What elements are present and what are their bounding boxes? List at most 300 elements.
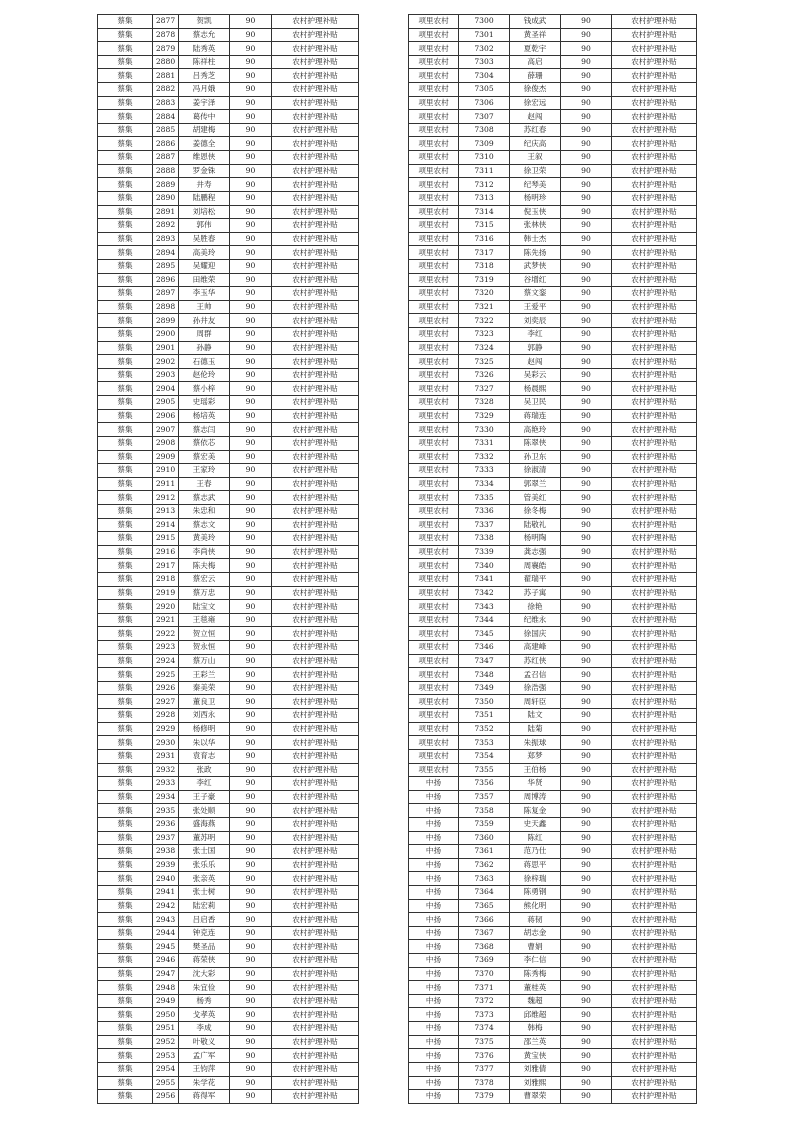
- village-cell: 蔡集: [98, 641, 153, 655]
- serial-number-cell: 7324: [459, 341, 510, 355]
- amount-cell: 90: [561, 641, 612, 655]
- name-cell: 张林侠: [510, 219, 561, 233]
- table-row: [409, 886, 697, 900]
- village-cell: 蔡集: [98, 300, 153, 314]
- table-row: [409, 845, 697, 859]
- name-cell: 张亲英: [179, 872, 230, 886]
- serial-number-cell: 2906: [153, 409, 179, 423]
- village-cell: 蔡集: [98, 205, 153, 219]
- table-row: [409, 300, 697, 314]
- name-cell: 胡建梅: [179, 123, 230, 137]
- table-row: [98, 219, 359, 233]
- village-cell: 中扬: [409, 831, 459, 845]
- village-cell: 蔡集: [98, 477, 153, 491]
- name-cell: 徐艳: [510, 600, 561, 614]
- amount-cell: 90: [230, 15, 272, 29]
- village-cell: 蔡集: [98, 845, 153, 859]
- subsidy-type-cell: 农村护理补贴: [272, 790, 359, 804]
- amount-cell: 90: [561, 42, 612, 56]
- subsidy-type-cell: 农村护理补贴: [272, 695, 359, 709]
- amount-cell: 90: [561, 586, 612, 600]
- amount-cell: 90: [561, 1035, 612, 1049]
- amount-cell: 90: [230, 709, 272, 723]
- table-row: [409, 341, 697, 355]
- subsidy-type-cell: 农村护理补贴: [612, 586, 697, 600]
- amount-cell: 90: [230, 545, 272, 559]
- subsidy-type-cell: 农村护理补贴: [272, 1090, 359, 1104]
- table-row: [409, 967, 697, 981]
- amount-cell: 90: [561, 436, 612, 450]
- name-cell: 纪琴美: [510, 178, 561, 192]
- amount-cell: 90: [230, 164, 272, 178]
- name-cell: 刘雅倩: [510, 1062, 561, 1076]
- amount-cell: 90: [561, 246, 612, 260]
- amount-cell: 90: [230, 110, 272, 124]
- name-cell: 贺立恒: [179, 627, 230, 641]
- serial-number-cell: 7322: [459, 314, 510, 328]
- amount-cell: 90: [561, 328, 612, 342]
- amount-cell: 90: [230, 695, 272, 709]
- village-cell: 项里农村: [409, 504, 459, 518]
- serial-number-cell: 7366: [459, 913, 510, 927]
- village-cell: 中扬: [409, 1022, 459, 1036]
- subsidy-type-cell: 农村护理补贴: [272, 845, 359, 859]
- village-cell: 蔡集: [98, 178, 153, 192]
- table-row: [98, 817, 359, 831]
- subsidy-type-cell: 农村护理补贴: [612, 28, 697, 42]
- amount-cell: 90: [561, 790, 612, 804]
- village-cell: 蔡集: [98, 42, 153, 56]
- table-row: [409, 1090, 697, 1104]
- table-row: [409, 831, 697, 845]
- village-cell: 项里农村: [409, 55, 459, 69]
- name-cell: 蔡宏云: [179, 572, 230, 586]
- name-cell: 吴胜春: [179, 232, 230, 246]
- amount-cell: 90: [230, 341, 272, 355]
- serial-number-cell: 7336: [459, 504, 510, 518]
- amount-cell: 90: [230, 749, 272, 763]
- table-row: [409, 137, 697, 151]
- village-cell: 蔡集: [98, 1090, 153, 1104]
- name-cell: 董苏明: [179, 831, 230, 845]
- table-row: [98, 396, 359, 410]
- table-row: [98, 477, 359, 491]
- table-row: [409, 382, 697, 396]
- amount-cell: 90: [561, 123, 612, 137]
- subsidy-type-cell: 农村护理补贴: [272, 205, 359, 219]
- village-cell: 项里农村: [409, 668, 459, 682]
- amount-cell: 90: [230, 69, 272, 83]
- amount-cell: 90: [230, 355, 272, 369]
- serial-number-cell: 7329: [459, 409, 510, 423]
- name-cell: 孙卫东: [510, 450, 561, 464]
- subsidy-type-cell: 农村护理补贴: [612, 804, 697, 818]
- serial-number-cell: 7313: [459, 191, 510, 205]
- subsidy-type-cell: 农村护理补贴: [612, 300, 697, 314]
- table-row: [409, 178, 697, 192]
- name-cell: 姜德全: [179, 137, 230, 151]
- amount-cell: 90: [230, 137, 272, 151]
- table-row: [98, 205, 359, 219]
- table-row: [98, 654, 359, 668]
- name-cell: 杨修明: [179, 722, 230, 736]
- village-cell: 蔡集: [98, 654, 153, 668]
- table-row: [98, 1008, 359, 1022]
- amount-cell: 90: [230, 981, 272, 995]
- subsidy-type-cell: 农村护理补贴: [272, 436, 359, 450]
- subsidy-type-cell: 农村护理补贴: [612, 641, 697, 655]
- amount-cell: 90: [561, 464, 612, 478]
- subsidy-type-cell: 农村护理补贴: [272, 886, 359, 900]
- name-cell: 蒋韧: [510, 913, 561, 927]
- name-cell: 董桂英: [510, 981, 561, 995]
- serial-number-cell: 2901: [153, 341, 179, 355]
- name-cell: 管美红: [510, 491, 561, 505]
- name-cell: 王爱平: [510, 300, 561, 314]
- village-cell: 中扬: [409, 967, 459, 981]
- serial-number-cell: 7316: [459, 232, 510, 246]
- amount-cell: 90: [230, 232, 272, 246]
- serial-number-cell: 7321: [459, 300, 510, 314]
- name-cell: 钟克连: [179, 926, 230, 940]
- table-row: [98, 273, 359, 287]
- amount-cell: 90: [230, 314, 272, 328]
- name-cell: 薛珊: [510, 69, 561, 83]
- subsidy-type-cell: 农村护理补贴: [272, 355, 359, 369]
- subsidy-type-cell: 农村护理补贴: [612, 151, 697, 165]
- village-cell: 蔡集: [98, 382, 153, 396]
- subsidy-type-cell: 农村护理补贴: [612, 790, 697, 804]
- subsidy-type-cell: 农村护理补贴: [612, 545, 697, 559]
- name-cell: 邱维超: [510, 1008, 561, 1022]
- name-cell: 刘雅熙: [510, 1076, 561, 1090]
- subsidy-type-cell: 农村护理补贴: [612, 191, 697, 205]
- subsidy-type-cell: 农村护理补贴: [272, 1076, 359, 1090]
- name-cell: 周轩臣: [510, 695, 561, 709]
- name-cell: 蒋瑞连: [510, 409, 561, 423]
- village-cell: 项里农村: [409, 477, 459, 491]
- amount-cell: 90: [230, 423, 272, 437]
- subsidy-type-cell: 农村护理补贴: [272, 817, 359, 831]
- village-cell: 项里农村: [409, 423, 459, 437]
- name-cell: 胡志金: [510, 926, 561, 940]
- table-row: [409, 232, 697, 246]
- table-row: [98, 886, 359, 900]
- name-cell: 陆鹏程: [179, 191, 230, 205]
- village-cell: 蔡集: [98, 28, 153, 42]
- amount-cell: 90: [230, 123, 272, 137]
- name-cell: 魏超: [510, 994, 561, 1008]
- serial-number-cell: 7352: [459, 722, 510, 736]
- village-cell: 中扬: [409, 886, 459, 900]
- village-cell: 项里农村: [409, 341, 459, 355]
- name-cell: 叶敬义: [179, 1035, 230, 1049]
- serial-number-cell: 7343: [459, 600, 510, 614]
- village-cell: 项里农村: [409, 15, 459, 29]
- subsidy-type-cell: 农村护理补贴: [272, 709, 359, 723]
- table-row: [98, 69, 359, 83]
- amount-cell: 90: [561, 695, 612, 709]
- subsidy-type-cell: 农村护理补贴: [272, 627, 359, 641]
- village-cell: 蔡集: [98, 396, 153, 410]
- village-cell: 蔡集: [98, 491, 153, 505]
- table-row: [98, 450, 359, 464]
- serial-number-cell: 2956: [153, 1090, 179, 1104]
- subsidy-type-cell: 农村护理补贴: [272, 28, 359, 42]
- table-row: [409, 55, 697, 69]
- subsidy-type-cell: 农村护理补贴: [612, 15, 697, 29]
- serial-number-cell: 2944: [153, 926, 179, 940]
- subsidy-type-cell: 农村护理补贴: [272, 1062, 359, 1076]
- name-cell: 纪维永: [510, 613, 561, 627]
- name-cell: 黄美玲: [179, 532, 230, 546]
- serial-number-cell: 2921: [153, 613, 179, 627]
- amount-cell: 90: [230, 450, 272, 464]
- subsidy-type-cell: 农村护理补贴: [272, 151, 359, 165]
- name-cell: 葛传中: [179, 110, 230, 124]
- table-row: [409, 368, 697, 382]
- table-row: [98, 777, 359, 791]
- village-cell: 蔡集: [98, 341, 153, 355]
- serial-number-cell: 2886: [153, 137, 179, 151]
- table-row: [98, 1062, 359, 1076]
- amount-cell: 90: [230, 858, 272, 872]
- village-cell: 项里农村: [409, 382, 459, 396]
- village-cell: 蔡集: [98, 273, 153, 287]
- subsidy-type-cell: 农村护理补贴: [612, 355, 697, 369]
- table-row: [98, 872, 359, 886]
- village-cell: 蔡集: [98, 886, 153, 900]
- village-cell: 蔡集: [98, 450, 153, 464]
- table-row: [98, 940, 359, 954]
- name-cell: 陈夫梅: [179, 559, 230, 573]
- amount-cell: 90: [230, 817, 272, 831]
- amount-cell: 90: [230, 491, 272, 505]
- subsidy-type-cell: 农村护理补贴: [612, 518, 697, 532]
- table-row: [98, 83, 359, 97]
- serial-number-cell: 2929: [153, 722, 179, 736]
- table-row: [409, 436, 697, 450]
- name-cell: 蔡志武: [179, 491, 230, 505]
- amount-cell: 90: [561, 178, 612, 192]
- village-cell: 蔡集: [98, 69, 153, 83]
- table-row: [409, 191, 697, 205]
- village-cell: 蔡集: [98, 259, 153, 273]
- serial-number-cell: 7357: [459, 790, 510, 804]
- name-cell: 朱振球: [510, 736, 561, 750]
- table-row: [409, 872, 697, 886]
- serial-number-cell: 7367: [459, 926, 510, 940]
- serial-number-cell: 7353: [459, 736, 510, 750]
- serial-number-cell: 7307: [459, 110, 510, 124]
- table-row: [409, 477, 697, 491]
- name-cell: 苏子寓: [510, 586, 561, 600]
- serial-number-cell: 7339: [459, 545, 510, 559]
- village-cell: 蔡集: [98, 872, 153, 886]
- name-cell: 熊化明: [510, 899, 561, 913]
- table-row: [98, 110, 359, 124]
- subsidy-type-cell: 农村护理补贴: [272, 940, 359, 954]
- subsidy-type-cell: 农村护理补贴: [272, 55, 359, 69]
- serial-number-cell: 7354: [459, 749, 510, 763]
- subsidy-type-cell: 农村护理补贴: [612, 205, 697, 219]
- subsidy-type-cell: 农村护理补贴: [612, 926, 697, 940]
- table-row: [409, 613, 697, 627]
- village-cell: 蔡集: [98, 586, 153, 600]
- table-row: [409, 654, 697, 668]
- serial-number-cell: 7331: [459, 436, 510, 450]
- village-cell: 项里农村: [409, 709, 459, 723]
- table-row: [409, 259, 697, 273]
- table-row: [409, 110, 697, 124]
- amount-cell: 90: [230, 1049, 272, 1063]
- amount-cell: 90: [230, 831, 272, 845]
- village-cell: 蔡集: [98, 518, 153, 532]
- subsidy-type-cell: 农村护理补贴: [612, 940, 697, 954]
- name-cell: 徐冬梅: [510, 504, 561, 518]
- amount-cell: 90: [230, 654, 272, 668]
- village-cell: 蔡集: [98, 1008, 153, 1022]
- village-cell: 蔡集: [98, 559, 153, 573]
- amount-cell: 90: [561, 151, 612, 165]
- amount-cell: 90: [230, 845, 272, 859]
- subsidy-type-cell: 农村护理补贴: [272, 396, 359, 410]
- subsidy-type-cell: 农村护理补贴: [272, 668, 359, 682]
- serial-number-cell: 7358: [459, 804, 510, 818]
- subsidy-type-cell: 农村护理补贴: [272, 749, 359, 763]
- serial-number-cell: 2940: [153, 872, 179, 886]
- subsidy-type-cell: 农村护理补贴: [272, 994, 359, 1008]
- name-cell: 徐俊杰: [510, 83, 561, 97]
- subsidy-type-cell: 农村护理补贴: [612, 1035, 697, 1049]
- amount-cell: 90: [561, 804, 612, 818]
- subsidy-type-cell: 农村护理补贴: [272, 178, 359, 192]
- amount-cell: 90: [561, 613, 612, 627]
- name-cell: 戈孝英: [179, 1008, 230, 1022]
- subsidy-type-cell: 农村护理补贴: [612, 110, 697, 124]
- amount-cell: 90: [230, 191, 272, 205]
- serial-number-cell: 7369: [459, 954, 510, 968]
- name-cell: 贺永恒: [179, 641, 230, 655]
- name-cell: 王钧萍: [179, 1062, 230, 1076]
- subsidy-type-cell: 农村护理补贴: [272, 763, 359, 777]
- serial-number-cell: 7330: [459, 423, 510, 437]
- table-row: [409, 695, 697, 709]
- table-row: [409, 1049, 697, 1063]
- amount-cell: 90: [230, 96, 272, 110]
- village-cell: 蔡集: [98, 926, 153, 940]
- table-row: [98, 804, 359, 818]
- amount-cell: 90: [230, 967, 272, 981]
- name-cell: 田维荣: [179, 273, 230, 287]
- serial-number-cell: 7374: [459, 1022, 510, 1036]
- name-cell: 王春: [179, 477, 230, 491]
- amount-cell: 90: [230, 641, 272, 655]
- name-cell: 徐宏远: [510, 96, 561, 110]
- village-cell: 蔡集: [98, 545, 153, 559]
- village-cell: 项里农村: [409, 641, 459, 655]
- name-cell: 黄宝侠: [510, 1049, 561, 1063]
- table-row: [409, 641, 697, 655]
- subsidy-type-cell: 农村护理补贴: [612, 273, 697, 287]
- name-cell: 吴彩云: [510, 368, 561, 382]
- subsidy-type-cell: 农村护理补贴: [272, 423, 359, 437]
- village-cell: 项里农村: [409, 545, 459, 559]
- serial-number-cell: 2907: [153, 423, 179, 437]
- name-cell: 陆菊: [510, 722, 561, 736]
- subsidy-type-cell: 农村护理补贴: [612, 886, 697, 900]
- table-row: [98, 191, 359, 205]
- subsidy-type-cell: 农村护理补贴: [272, 722, 359, 736]
- table-row: [98, 532, 359, 546]
- amount-cell: 90: [561, 926, 612, 940]
- subsidy-type-cell: 农村护理补贴: [612, 382, 697, 396]
- subsidy-type-cell: 农村护理补贴: [272, 259, 359, 273]
- village-cell: 蔡集: [98, 749, 153, 763]
- amount-cell: 90: [230, 763, 272, 777]
- village-cell: 中扬: [409, 1008, 459, 1022]
- table-row: [98, 491, 359, 505]
- serial-number-cell: 2877: [153, 15, 179, 29]
- subsidy-type-cell: 农村护理补贴: [272, 681, 359, 695]
- table-row: [98, 341, 359, 355]
- serial-number-cell: 7310: [459, 151, 510, 165]
- amount-cell: 90: [561, 1008, 612, 1022]
- subsidy-type-cell: 农村护理补贴: [272, 341, 359, 355]
- amount-cell: 90: [561, 858, 612, 872]
- name-cell: 张政: [179, 763, 230, 777]
- subsidy-type-cell: 农村护理补贴: [272, 981, 359, 995]
- serial-number-cell: 2882: [153, 83, 179, 97]
- serial-number-cell: 7326: [459, 368, 510, 382]
- serial-number-cell: 7365: [459, 899, 510, 913]
- village-cell: 项里农村: [409, 219, 459, 233]
- serial-number-cell: 2931: [153, 749, 179, 763]
- amount-cell: 90: [561, 899, 612, 913]
- amount-cell: 90: [230, 328, 272, 342]
- subsidy-type-cell: 农村护理补贴: [612, 464, 697, 478]
- table-row: [98, 613, 359, 627]
- subsidy-type-cell: 农村护理补贴: [272, 1049, 359, 1063]
- subsidy-type-cell: 农村护理补贴: [612, 695, 697, 709]
- serial-number-cell: 2946: [153, 954, 179, 968]
- subsidy-type-cell: 农村护理补贴: [272, 477, 359, 491]
- subsidy-type-cell: 农村护理补贴: [272, 137, 359, 151]
- serial-number-cell: 7364: [459, 886, 510, 900]
- name-cell: 刘培松: [179, 205, 230, 219]
- amount-cell: 90: [230, 436, 272, 450]
- village-cell: 蔡集: [98, 355, 153, 369]
- serial-number-cell: 2898: [153, 300, 179, 314]
- subsidy-type-cell: 农村护理补贴: [612, 1076, 697, 1090]
- table-row: [98, 681, 359, 695]
- table-row: [98, 1076, 359, 1090]
- subsidy-type-cell: 农村护理补贴: [612, 1049, 697, 1063]
- amount-cell: 90: [561, 55, 612, 69]
- name-cell: 杨明陶: [510, 532, 561, 546]
- village-cell: 项里农村: [409, 300, 459, 314]
- village-cell: 中扬: [409, 845, 459, 859]
- amount-cell: 90: [561, 954, 612, 968]
- serial-number-cell: 2926: [153, 681, 179, 695]
- table-row: [98, 831, 359, 845]
- table-row: [98, 668, 359, 682]
- serial-number-cell: 7333: [459, 464, 510, 478]
- table-row: [98, 641, 359, 655]
- name-cell: 冯月娥: [179, 83, 230, 97]
- subsidy-type-cell: 农村护理补贴: [272, 42, 359, 56]
- village-cell: 中扬: [409, 926, 459, 940]
